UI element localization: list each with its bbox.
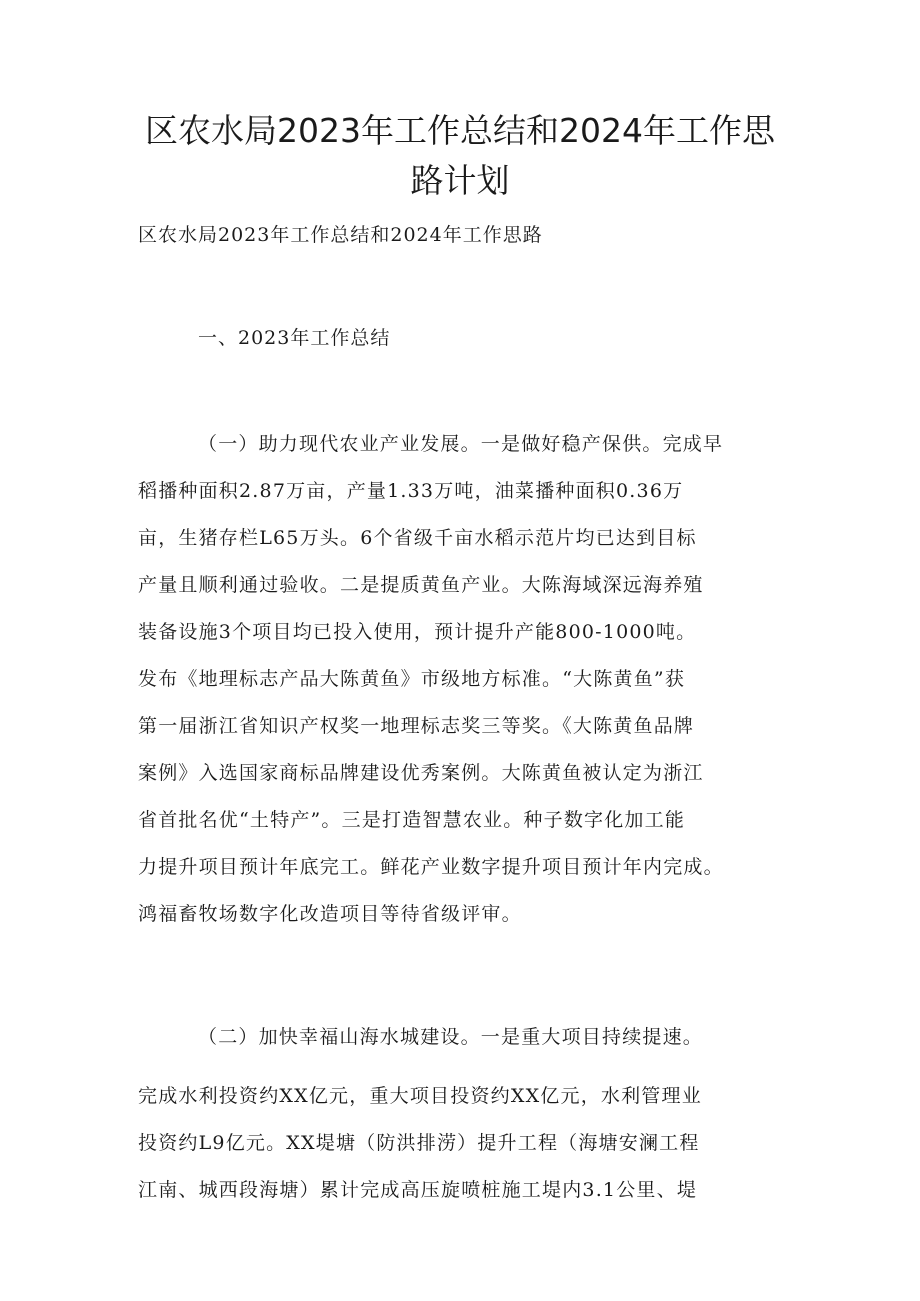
paragraph-line: 江南、城西段海塘）累计完成高压旋喷桩施工堤内3.1公里、堤: [138, 1179, 698, 1201]
paragraph-line: 发布《地理标志产品大陈黄鱼》市级地方标准。“大陈黄鱼”获: [138, 668, 686, 690]
paragraph-line: 完成水利投资约XX亿元，重大项目投资约XX亿元，水利管理业: [138, 1085, 702, 1107]
paragraph-line: 投资约L9亿元。XX堤塘（防洪排涝）提升工程（海塘安澜工程: [138, 1132, 700, 1154]
paragraph-line: 力提升项目预计年底完工。鲜花产业数字提升项目预计年内完成。: [138, 856, 724, 878]
paragraph-line: 装备设施3个项目均已投入使用，预计提升产能800-1000吨。: [138, 621, 697, 643]
paragraph-line: 省首批名优“土特产”。三是打造智慧农业。种子数字化加工能: [138, 809, 686, 831]
paragraph-line: 亩，生猪存栏L65万头。6个省级千亩水稻示范片均已达到目标: [138, 527, 697, 549]
document-title-line2: 路计划: [410, 161, 510, 200]
paragraph-1: [138, 421, 724, 938]
paragraph-line: （一）助力现代农业产业发展。一是做好稳产保供。完成早: [198, 433, 724, 455]
paragraph-2: [138, 1073, 702, 1214]
paragraph-line: 第一届浙江省知识产权奖一地理标志奖三等奖。《大陈黄鱼品牌: [138, 715, 695, 737]
document-title-line1: 区农水局2023年工作总结和2024年工作思: [145, 111, 775, 150]
paragraph-2-lead: （二）加快幸福山海水城建设。一是重大项目持续提速。: [198, 1026, 704, 1048]
paragraph-line: 案例》入选国家商标品牌建设优秀案例。大陈黄鱼被认定为浙江: [138, 762, 704, 784]
document-subtitle: 区农水局2023年工作总结和2024年工作思路: [138, 224, 543, 246]
paragraph-line: 鸿福畜牧场数字化改造项目等待省级评审。: [138, 903, 522, 925]
paragraph-line: 稻播种面积2.87万亩，产量1.33万吨，油菜播种面积0.36万: [138, 480, 684, 502]
paragraph-line: 产量且顺利通过验收。二是提质黄鱼产业。大陈海域深远海养殖: [138, 574, 704, 596]
section-heading: 一、2023年工作总结: [198, 327, 391, 349]
